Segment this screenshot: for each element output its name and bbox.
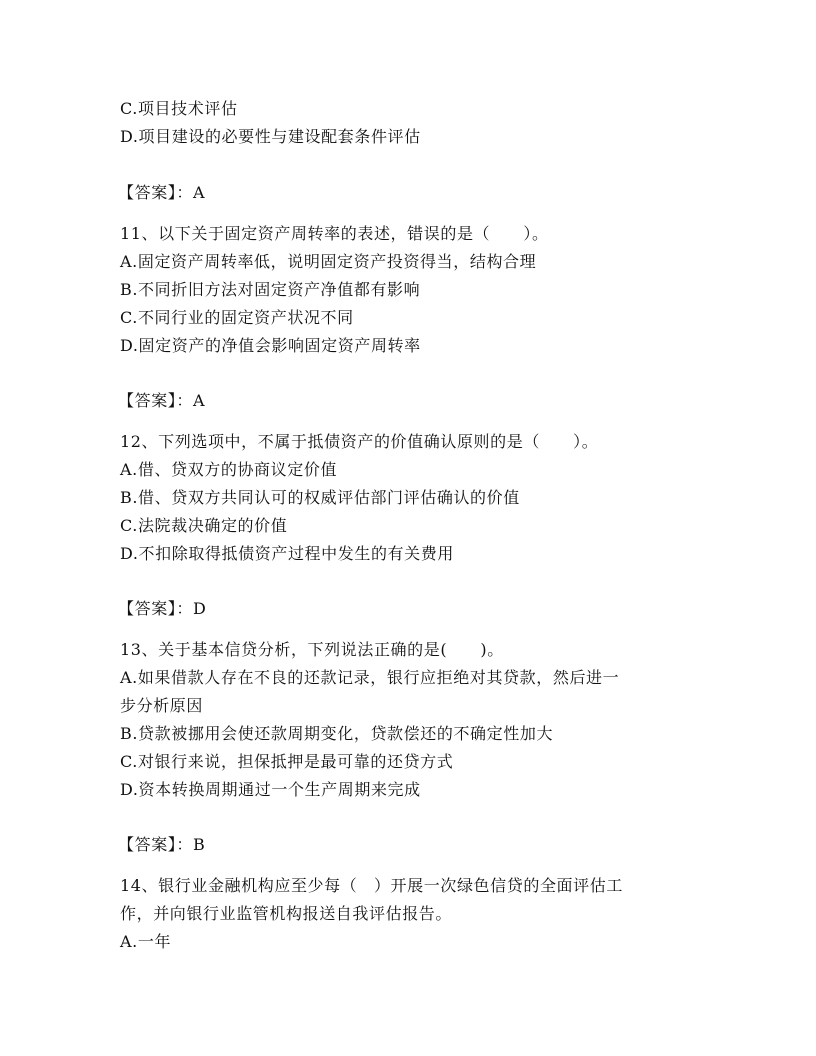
question-14-stem-line2: 作，并向银行业监管机构报送自我评估报告。 xyxy=(120,904,453,923)
option-d-q11: D.固定资产的净值会影响固定资产周转率 xyxy=(120,336,421,355)
answer-q10: 【答案】：A xyxy=(118,183,206,202)
option-d-q10: D.项目建设的必要性与建设配套条件评估 xyxy=(120,127,421,146)
question-11-stem: 11、以下关于固定资产周转率的表述，错误的是（ ）。 xyxy=(120,224,549,243)
question-14-stem-line1: 14、银行业金融机构应至少每（ ）开展一次绿色信贷的全面评估工 xyxy=(120,876,623,895)
option-c-q12: C.法院裁决确定的价值 xyxy=(120,516,288,535)
option-b-q13: B.贷款被挪用会使还款周期变化，贷款偿还的不确定性加大 xyxy=(120,724,554,743)
answer-q12: 【答案】：D xyxy=(118,599,207,618)
option-c-q13: C.对银行来说，担保抵押是最可靠的还贷方式 xyxy=(120,752,454,771)
option-a-q13-line2: 步分析原因 xyxy=(120,696,204,715)
answer-q13: 【答案】：B xyxy=(118,835,206,854)
option-c-q10: C.项目技术评估 xyxy=(120,99,238,118)
option-a-q11: A.固定资产周转率低，说明固定资产投资得当，结构合理 xyxy=(120,252,537,271)
option-a-q12: A.借、贷双方的协商议定价值 xyxy=(120,460,338,479)
option-b-q12: B.借、贷双方共同认可的权威评估部门评估确认的价值 xyxy=(120,488,520,507)
option-c-q11: C.不同行业的固定资产状况不同 xyxy=(120,308,354,327)
option-d-q12: D.不扣除取得抵债资产过程中发生的有关费用 xyxy=(120,544,454,563)
question-13-stem: 13、关于基本信贷分析，下列说法正确的是( )。 xyxy=(120,640,504,659)
option-a-q14: A.一年 xyxy=(120,932,172,951)
option-d-q13: D.资本转换周期通过一个生产周期来完成 xyxy=(120,780,421,799)
answer-q11: 【答案】：A xyxy=(118,391,206,410)
option-a-q13-line1: A.如果借款人存在不良的还款记录，银行应拒绝对其贷款，然后进一 xyxy=(120,668,620,687)
option-b-q11: B.不同折旧方法对固定资产净值都有影响 xyxy=(120,280,421,299)
question-12-stem: 12、下列选项中，不属于抵债资产的价值确认原则的是（ ）。 xyxy=(120,432,599,451)
